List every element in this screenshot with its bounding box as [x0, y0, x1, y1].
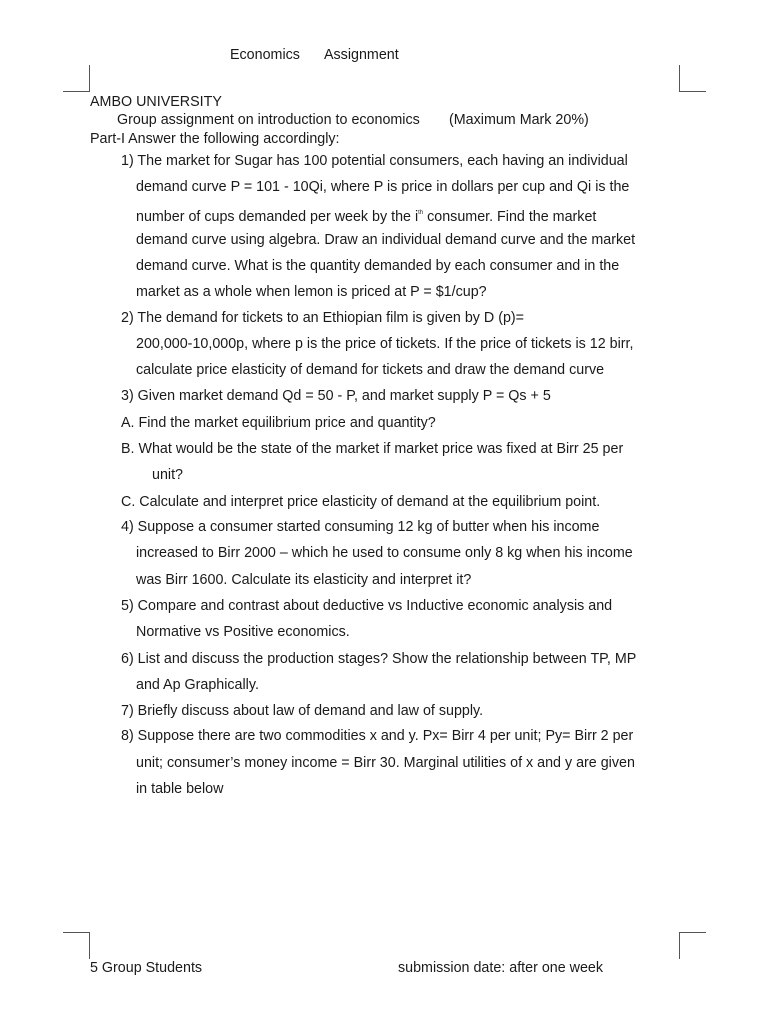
footer-submission-date: submission date: after one week	[398, 960, 604, 976]
assignment-subtitle: Group assignment on introduction to economics	[117, 112, 420, 128]
part-heading: Part-I Answer the following accordingly:	[90, 131, 340, 147]
question-2-line-3: calculate price elasticity of demand for tickets and draw the demand curve	[136, 362, 605, 378]
crop-mark-bottom-right	[679, 932, 706, 959]
question-2-line-1: 2) The demand for tickets to an Ethiopian film is given by D (p)=	[121, 310, 525, 326]
question-6-line-2: and Ap Graphically.	[136, 677, 259, 693]
crop-mark-bottom-left	[63, 932, 90, 959]
question-4-line-2: increased to Birr 2000 – which he used to consume only 8 kg when his income	[136, 545, 633, 561]
maximum-mark: (Maximum Mark 20%)	[449, 112, 589, 128]
question-5-line-1: 5) Compare and contrast about deductive vs Inductive economic analysis and	[121, 598, 613, 614]
question-1-line-3b: consumer. Find the market	[423, 209, 597, 225]
crop-mark-top-left	[63, 65, 90, 92]
question-8-line-1: 8) Suppose there are two commodities x and y. Px= Birr 4 per unit; Py= Birr 2 per	[121, 728, 634, 744]
question-3-line-1: 3) Given market demand Qd = 50 - P, and market supply P = Qs + 5	[121, 388, 551, 404]
question-2-line-2: 200,000-10,000p, where p is the price of tickets. If the price of tickets is 12 birr,	[136, 336, 634, 352]
question-4-line-1: 4) Suppose a consumer started consuming 12 kg of butter when his income	[121, 519, 600, 535]
question-1-line-1: 1) The market for Sugar has 100 potential consumers, each having an individual	[121, 153, 628, 169]
question-6-line-1: 6) List and discuss the production stages? Show the relationship between TP, MP	[121, 651, 637, 667]
question-7-line-1: 7) Briefly discuss about law of demand and law of supply.	[121, 703, 484, 719]
question-4-line-3: was Birr 1600. Calculate its elasticity and interpret it?	[136, 572, 472, 588]
question-3-sub-a: A. Find the market equilibrium price and quantity?	[121, 415, 436, 431]
question-5-line-2: Normative vs Positive economics.	[136, 624, 350, 640]
question-8-line-2: unit; consumer’s money income = Birr 30. Marginal utilities of x and y are given	[136, 755, 635, 771]
university-name: AMBO UNIVERSITY	[90, 94, 222, 110]
question-3-sub-b-line-1: B. What would be the state of the market if market price was fixed at Birr 25 per	[121, 441, 624, 457]
question-8-line-3: in table below	[136, 781, 224, 797]
question-3-sub-b-line-2: unit?	[152, 467, 184, 483]
superscript-th: th	[418, 210, 424, 216]
header-economics: Economics	[230, 47, 300, 63]
question-1-line-4: demand curve using algebra. Draw an individual demand curve and the market	[136, 232, 636, 248]
header-assignment: Assignment	[324, 47, 399, 63]
footer-group-students: 5 Group Students	[90, 960, 203, 976]
question-3-sub-c: C. Calculate and interpret price elasticity of demand at the equilibrium point.	[121, 494, 601, 510]
question-1-line-2: demand curve P = 101 - 10Qi, where P is price in dollars per cup and Qi is the	[136, 179, 630, 195]
question-1-line-5: demand curve. What is the quantity demanded by each consumer and in the	[136, 258, 620, 274]
question-1-line-3	[136, 204, 596, 226]
question-1-line-3a: number of cups demanded per week by the i	[136, 209, 419, 225]
crop-mark-top-right	[679, 65, 706, 92]
question-1-line-6: market as a whole when lemon is priced at P = $1/cup?	[136, 284, 487, 300]
